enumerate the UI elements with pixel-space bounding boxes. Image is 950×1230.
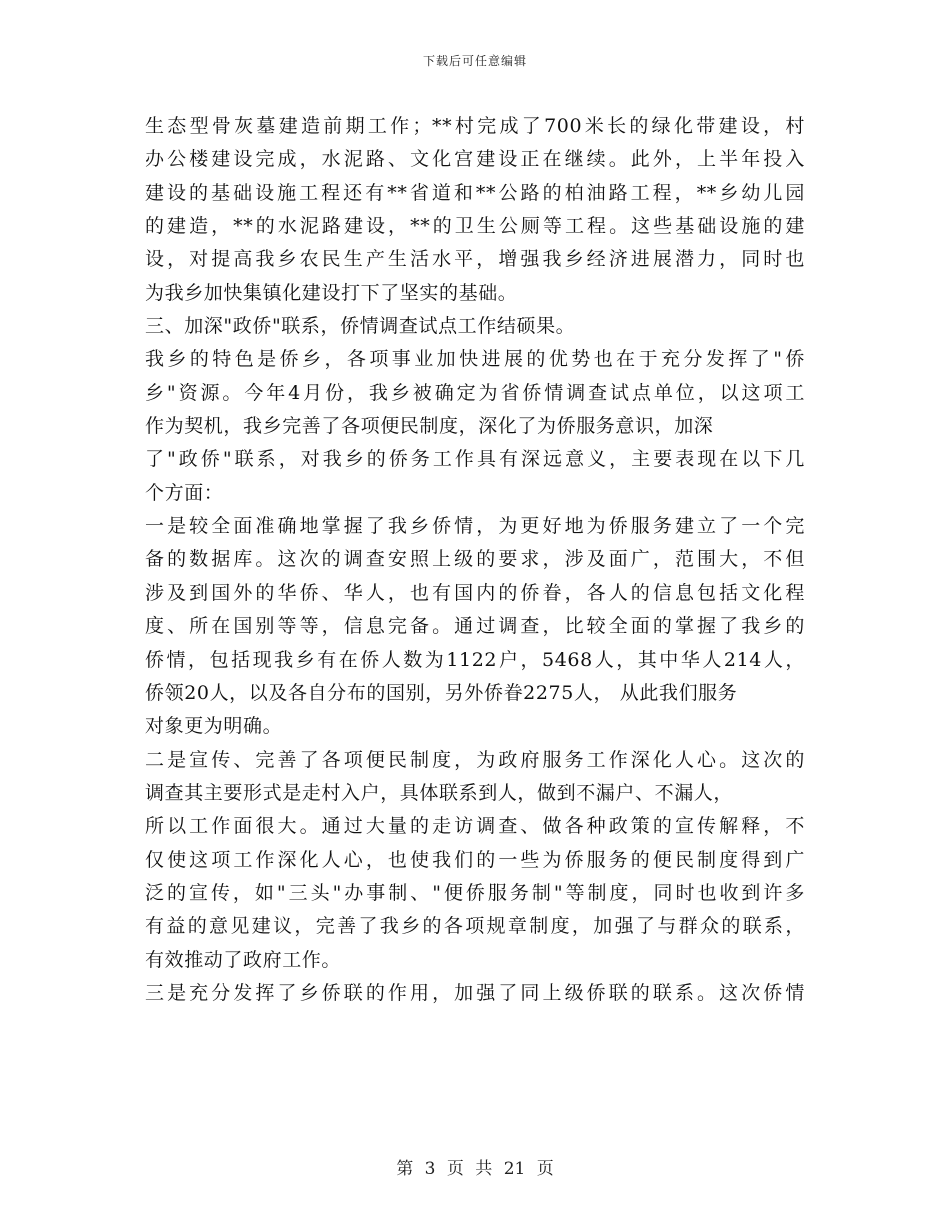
text-line: 泛的宣传，如"三头"办事制、"便侨服务制"等制度，同时也收到许多: [145, 881, 805, 904]
text-line: 侨情，包括现我乡有在侨人数为1122户，5468人，其中华人214人，: [145, 648, 805, 671]
text-line: 有效推动了政府工作。: [145, 948, 342, 971]
text-line: 对象更为明确。: [145, 715, 283, 738]
text-line: 我乡的特色是侨乡，各项事业加快进展的优势也在于充分发挥了"侨: [145, 348, 805, 371]
text-line: 调查其主要形式是走村入户，具体联系到人，做到不漏户、不漏人，: [145, 781, 734, 804]
text-line: 涉及到国外的华侨、华人，也有国内的侨眷，各人的信息包括文化程: [145, 581, 805, 604]
text-line: 三是充分发挥了乡侨联的作用，加强了同上级侨联的联系。这次侨情: [145, 981, 805, 1004]
text-line: 所以工作面很大。通过大量的走访调查、做各种政策的宣传解释，不: [145, 815, 805, 838]
text-line: 二是宣传、完善了各项便民制度，为政府服务工作深化人心。这次的: [145, 748, 805, 771]
text-line: 办公楼建设完成，水泥路、文化宫建设正在继续。此外，上半年投入: [145, 148, 805, 171]
text-line: 一是较全面准确地掌握了我乡侨情，为更好地为侨服务建立了一个完: [145, 515, 805, 538]
text-line: 仅使这项工作深化人心，也使我们的一些为侨服务的便民制度得到广: [145, 848, 805, 871]
text-line: 的建造，**的水泥路建设，**的卫生公厕等工程。这些基础设施的建: [145, 215, 805, 238]
text-line: 作为契机，我乡完善了各项便民制度，深化了为侨服务意识，加深: [145, 415, 714, 438]
section-heading: 三、加深"政侨"联系，侨情调查试点工作结硕果。: [145, 315, 576, 338]
page-number: 第 3 页 共 21 页: [396, 1159, 554, 1179]
text-line: 生态型骨灰墓建造前期工作；**村完成了700米长的绿化带建设，村: [145, 115, 805, 137]
text-line: 侨领20人，以及各自分布的国别，另外侨眷2275人， 从此我们服务: [145, 681, 738, 704]
text-line: 设，对提高我乡农民生产生活水平，增强我乡经济进展潜力，同时也: [145, 248, 805, 271]
text-line: 乡"资源。今年4月份，我乡被确定为省侨情调查试点单位，以这项工: [145, 381, 805, 404]
text-line: 个方面：: [145, 481, 224, 504]
text-line: 建设的基础设施工程还有**省道和**公路的柏油路工程，**乡幼儿园: [145, 181, 805, 204]
text-line: 有益的意见建议，完善了我乡的各项规章制度，加强了与群众的联系，: [145, 915, 805, 938]
page-header: 下载后可任意编辑: [422, 54, 527, 68]
text-line: 了"政侨"联系，对我乡的侨务工作具有深远意义，主要表现在以下几: [145, 448, 805, 471]
text-line: 度、所在国别等等，信息完备。通过调查，比较全面的掌握了我乡的: [145, 615, 805, 638]
document-body: [145, 110, 805, 1010]
text-line: 备的数据库。这次的调查安照上级的要求，涉及面广，范围大，不但: [145, 548, 805, 571]
text-line: 为我乡加快集镇化建设打下了坚实的基础。: [145, 281, 518, 304]
